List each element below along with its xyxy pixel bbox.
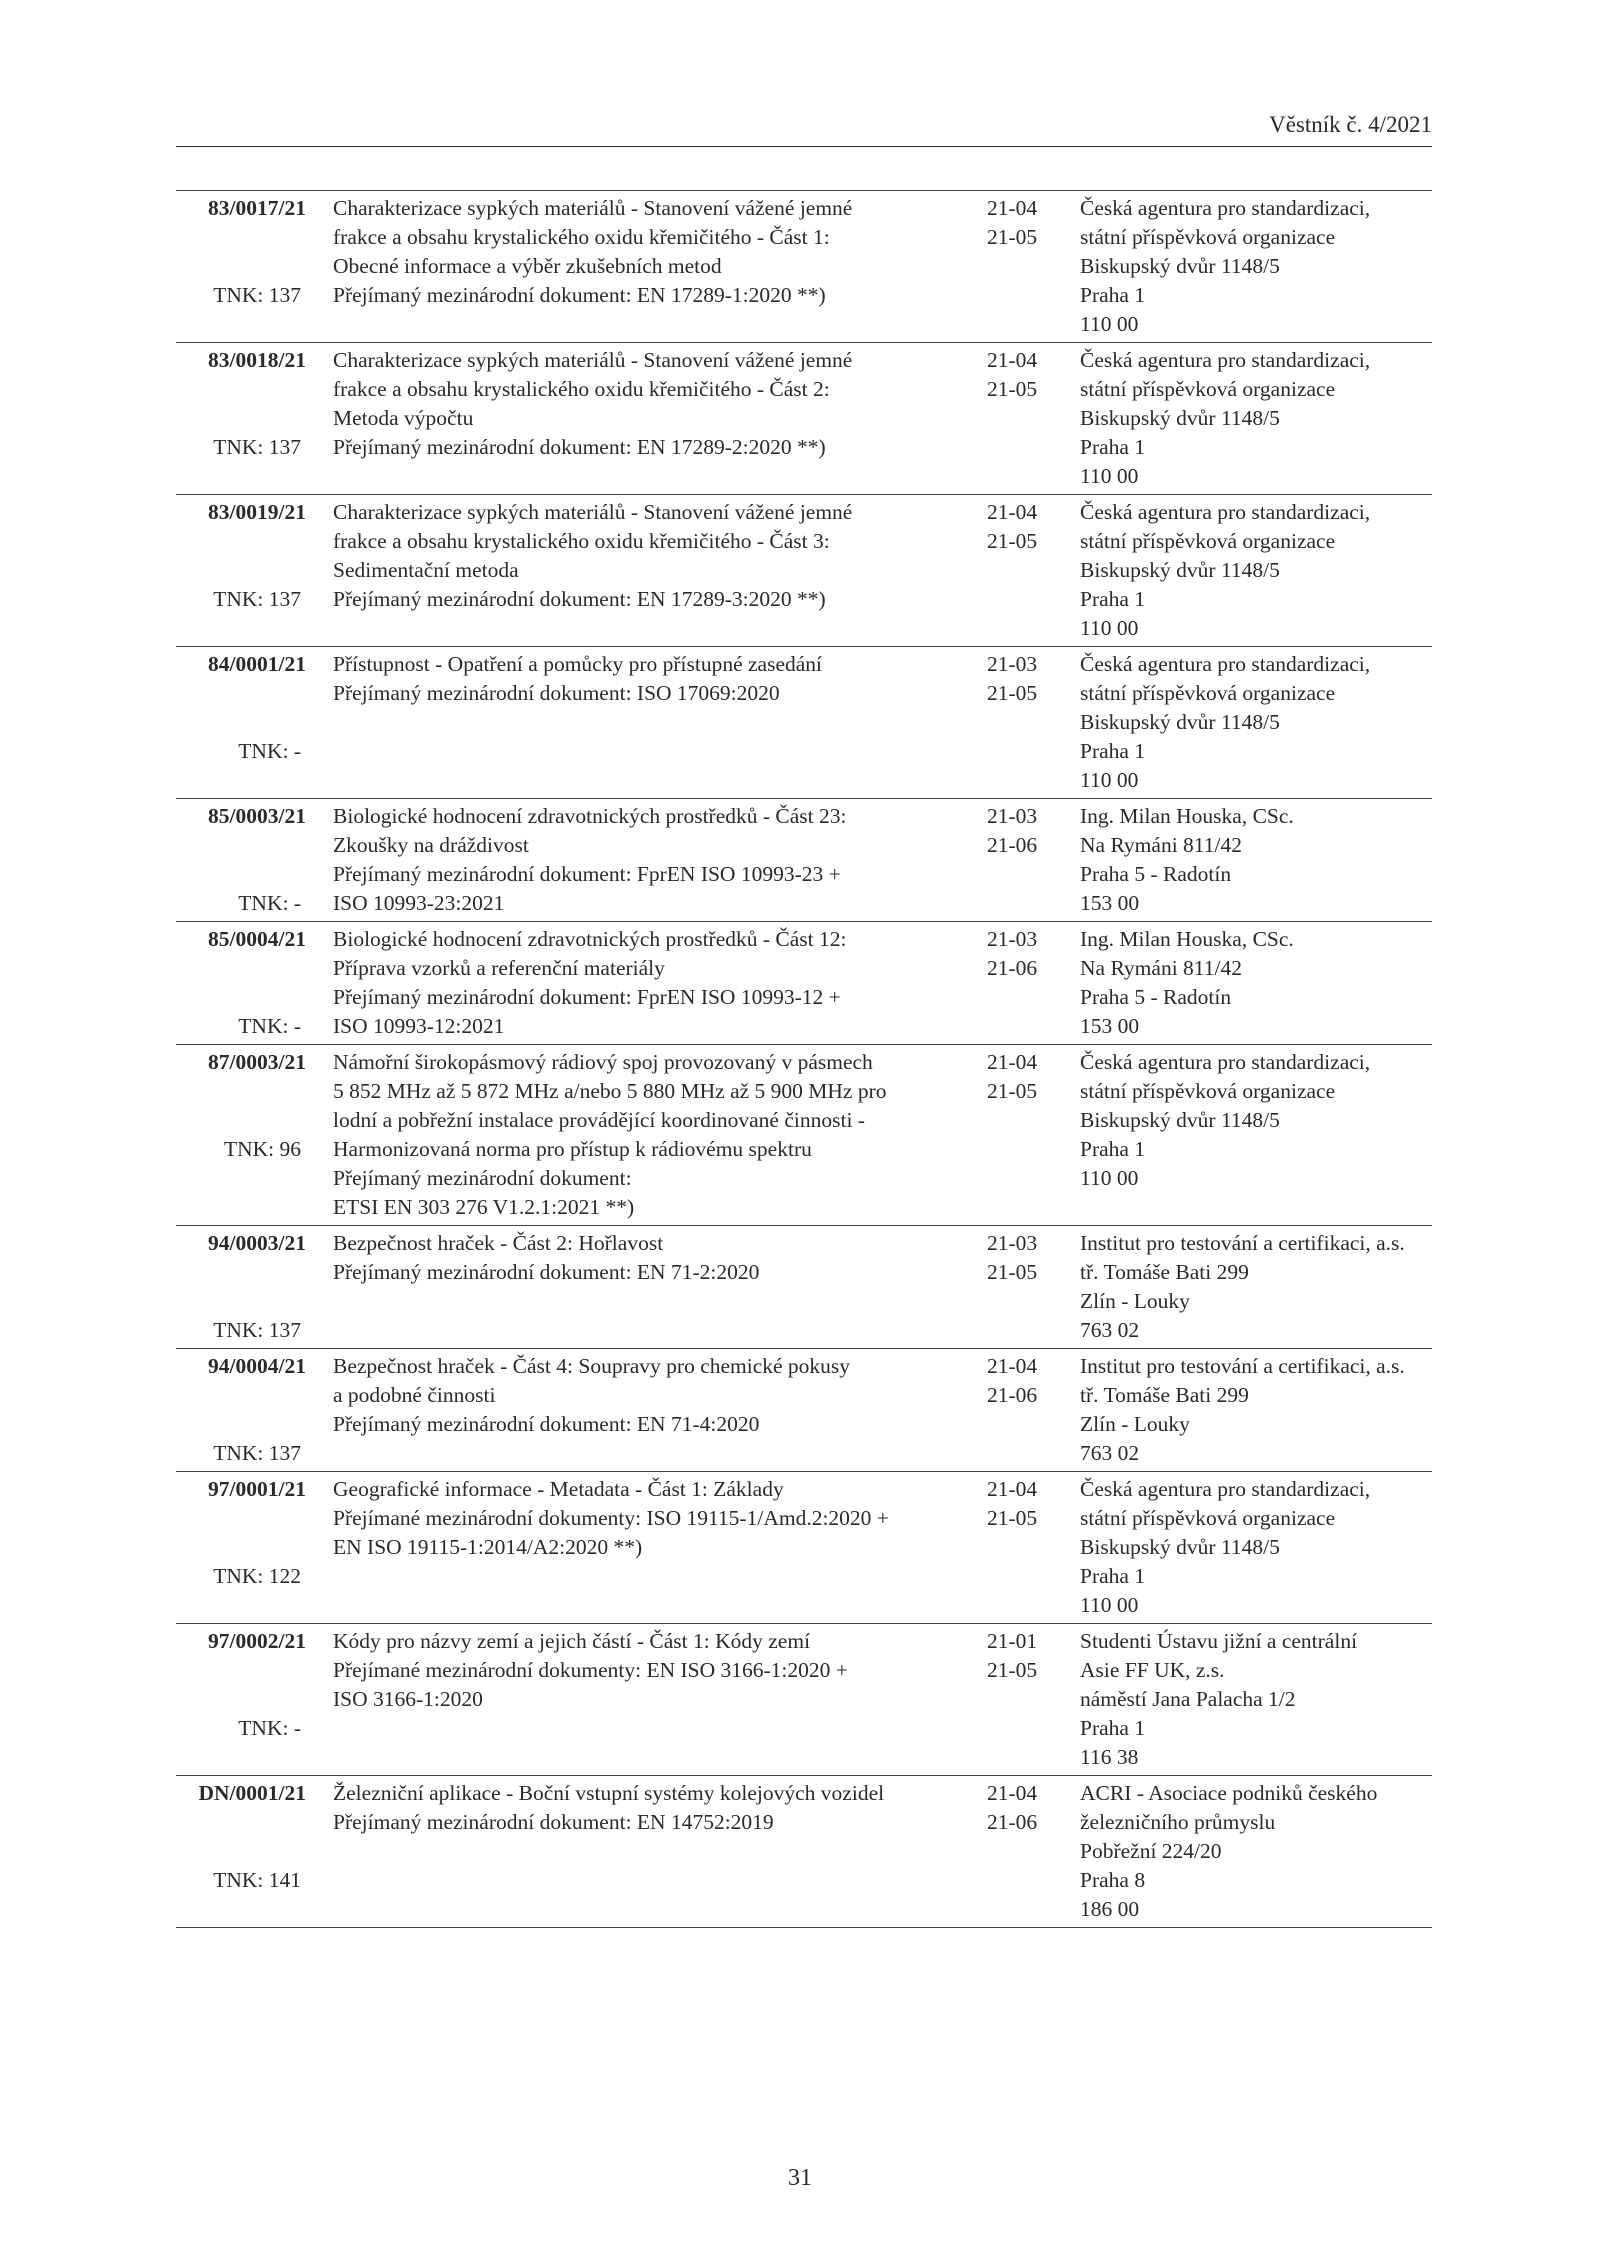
processor-address [1080, 1352, 1440, 1468]
title-line: Přejímaný mezinárodní dokument: EN 71-4:2020 [333, 1412, 760, 1436]
address-line: Praha 1 [1080, 1716, 1146, 1740]
table-row [176, 1623, 1432, 1775]
address-line: Biskupský dvůr 1148/5 [1080, 710, 1280, 734]
title-line: Přejímaný mezinárodní dokument: EN 17289-2:2020 **) [333, 435, 826, 459]
address-line: Praha 8 [1080, 1868, 1146, 1892]
title-line: a podobné činnosti [333, 1383, 496, 1407]
dates [987, 1475, 1047, 1533]
table-row [176, 1775, 1432, 1928]
title-line: Přejímané mezinárodní dokumenty: ISO 19115-1/Amd.2:2020 + [333, 1506, 889, 1530]
table-row [176, 342, 1432, 494]
title-line: Přejímaný mezinárodní dokument: FprEN ISO 10993-12 + [333, 985, 841, 1009]
title-line: Přístupnost - Opatření a pomůcky pro přístupné zasedání [333, 652, 823, 676]
title-line: Přejímaný mezinárodní dokument: ISO 17069:2020 [333, 681, 780, 705]
date-code: 21-04 [987, 1050, 1038, 1074]
address-line: 186 00 [1080, 1897, 1140, 1921]
address-line: 110 00 [1080, 1593, 1139, 1617]
dates [987, 194, 1047, 252]
address-line: Pobřežní 224/20 [1080, 1839, 1222, 1863]
tnk-code: TNK: 137 [213, 1318, 301, 1342]
date-code: 21-05 [987, 1260, 1038, 1284]
date-code: 21-06 [987, 1383, 1038, 1407]
date-code: 21-05 [987, 225, 1038, 249]
document-title [333, 802, 953, 918]
title-line: Přejímané mezinárodní dokumenty: EN ISO 3166-1:2020 + [333, 1658, 848, 1682]
tnk-code: TNK: 141 [213, 1868, 301, 1892]
title-line: 5 852 MHz až 5 872 MHz a/nebo 5 880 MHz až 5 900 MHz pro [333, 1079, 887, 1103]
address-line: státní příspěvková organizace [1080, 1079, 1336, 1103]
date-code: 21-06 [987, 833, 1038, 857]
dates [987, 925, 1047, 983]
address-line: státní příspěvková organizace [1080, 1506, 1336, 1530]
address-line: náměstí Jana Palacha 1/2 [1080, 1687, 1296, 1711]
document-title [333, 498, 953, 614]
document-title [333, 346, 953, 462]
title-line: frakce a obsahu krystalického oxidu křemičitého - Část 3: [333, 529, 830, 553]
date-code: 21-03 [987, 927, 1038, 951]
address-line: 110 00 [1080, 616, 1139, 640]
date-code: 21-03 [987, 804, 1038, 828]
address-line: Biskupský dvůr 1148/5 [1080, 1108, 1280, 1132]
tnk-code: TNK: - [238, 1716, 301, 1740]
document-title [333, 650, 953, 708]
title-line: Geografické informace - Metadata - Část 1: Základy [333, 1477, 784, 1501]
address-line: Česká agentura pro standardizaci, [1080, 1050, 1371, 1074]
address-line: Česká agentura pro standardizaci, [1080, 348, 1371, 372]
title-line: Bezpečnost hraček - Část 4: Soupravy pro chemické pokusy [333, 1354, 851, 1378]
document-title [333, 1627, 953, 1714]
table-row [176, 921, 1432, 1044]
title-line: ETSI EN 303 276 V1.2.1:2021 **) [333, 1195, 635, 1219]
date-code: 21-04 [987, 1354, 1038, 1378]
table-row [176, 1225, 1432, 1348]
address-line: Studenti Ústavu jižní a centrální [1080, 1629, 1358, 1653]
title-line: lodní a pobřežní instalace provádějící koordinované činnosti - [333, 1108, 865, 1132]
norms-table [176, 190, 1432, 1928]
address-line: 110 00 [1080, 464, 1139, 488]
date-code: 21-04 [987, 1781, 1038, 1805]
dates [987, 650, 1047, 708]
address-line: Zlín - Louky [1080, 1289, 1190, 1313]
tnk-code: TNK: 137 [213, 283, 301, 307]
date-code: 21-03 [987, 1231, 1038, 1255]
address-line: 153 00 [1080, 891, 1140, 915]
tnk-code: TNK: 137 [213, 587, 301, 611]
title-line: ISO 3166-1:2020 [333, 1687, 483, 1711]
date-code: 21-04 [987, 196, 1038, 220]
processor-address [1080, 1229, 1440, 1345]
tnk-code: TNK: 137 [213, 1441, 301, 1465]
title-line: Příprava vzorků a referenční materiály [333, 956, 665, 980]
processor-address [1080, 1779, 1440, 1924]
date-code: 21-06 [987, 1810, 1038, 1834]
address-line: státní příspěvková organizace [1080, 529, 1336, 553]
title-line: Obecné informace a výběr zkušebních metod [333, 254, 722, 278]
address-line: Zlín - Louky [1080, 1412, 1190, 1436]
dates [987, 498, 1047, 556]
address-line: Praha 1 [1080, 435, 1146, 459]
date-code: 21-06 [987, 956, 1038, 980]
dates [987, 1627, 1047, 1685]
address-line: Biskupský dvůr 1148/5 [1080, 1535, 1280, 1559]
table-row [176, 1471, 1432, 1623]
title-line: Přejímaný mezinárodní dokument: [333, 1166, 632, 1190]
address-line: státní příspěvková organizace [1080, 225, 1336, 249]
title-line: Sedimentační metoda [333, 558, 519, 582]
table-row [176, 494, 1432, 646]
title-line: Přejímaný mezinárodní dokument: EN 71-2:2020 [333, 1260, 760, 1284]
title-line: Přejímaný mezinárodní dokument: EN 17289-1:2020 **) [333, 283, 826, 307]
processor-address [1080, 498, 1440, 643]
address-line: Česká agentura pro standardizaci, [1080, 1477, 1371, 1501]
document-number: 97/0001/21 [208, 1477, 306, 1501]
title-line: Charakterizace sypkých materiálů - Stanovení vážené jemné [333, 500, 853, 524]
document-number: 94/0003/21 [208, 1231, 306, 1255]
address-line: 153 00 [1080, 1014, 1140, 1038]
address-line: ACRI - Asociace podniků českého [1080, 1781, 1378, 1805]
title-line: Biologické hodnocení zdravotnických prostředků - Část 12: [333, 927, 847, 951]
processor-address [1080, 925, 1440, 1041]
title-line: frakce a obsahu krystalického oxidu křemičitého - Část 2: [333, 377, 830, 401]
date-code: 21-03 [987, 652, 1038, 676]
table-row [176, 190, 1432, 342]
tnk-code: TNK: 96 [223, 1137, 301, 1161]
table-row [176, 646, 1432, 798]
tnk-code: TNK: - [238, 1014, 301, 1038]
address-line: Praha 1 [1080, 1564, 1146, 1588]
tnk-code: TNK: - [238, 739, 301, 763]
document-number: 83/0019/21 [208, 500, 306, 524]
processor-address [1080, 346, 1440, 491]
document-number: 87/0003/21 [208, 1050, 306, 1074]
journal-title: Věstník č. 4/2021 [1269, 112, 1432, 137]
table-row [176, 1044, 1432, 1225]
table-row [176, 798, 1432, 921]
date-code: 21-04 [987, 1477, 1038, 1501]
date-code: 21-05 [987, 1079, 1038, 1103]
title-line: Metoda výpočtu [333, 406, 474, 430]
date-code: 21-05 [987, 1506, 1038, 1530]
title-line: Charakterizace sypkých materiálů - Stanovení vážené jemné [333, 196, 853, 220]
document-number: 84/0001/21 [208, 652, 306, 676]
date-code: 21-05 [987, 1658, 1038, 1682]
tnk-code: TNK: 122 [213, 1564, 301, 1588]
processor-address [1080, 1627, 1440, 1772]
address-line: státní příspěvková organizace [1080, 681, 1336, 705]
document-title [333, 194, 953, 310]
address-line: Biskupský dvůr 1148/5 [1080, 558, 1280, 582]
address-line: 110 00 [1080, 768, 1139, 792]
document-title [333, 925, 953, 1041]
tnk-code: TNK: 137 [213, 435, 301, 459]
date-code: 21-04 [987, 348, 1038, 372]
title-line: Zkoušky na dráždivost [333, 833, 529, 857]
address-line: Praha 1 [1080, 587, 1146, 611]
document-number: 85/0003/21 [208, 804, 306, 828]
dates [987, 346, 1047, 404]
address-line: Praha 1 [1080, 739, 1146, 763]
document-title [333, 1779, 953, 1837]
title-line: Železniční aplikace - Boční vstupní systémy kolejových vozidel [333, 1781, 885, 1805]
document-title [333, 1229, 953, 1287]
address-line: Biskupský dvůr 1148/5 [1080, 406, 1280, 430]
address-line: Ing. Milan Houska, CSc. [1080, 804, 1294, 828]
document-title [333, 1048, 953, 1222]
document-number: 83/0017/21 [208, 196, 306, 220]
title-line: Námořní širokopásmový rádiový spoj provozovaný v pásmech [333, 1050, 873, 1074]
address-line: Praha 5 - Radotín [1080, 862, 1232, 886]
title-line: Přejímaný mezinárodní dokument: EN 17289-3:2020 **) [333, 587, 826, 611]
address-line: 763 02 [1080, 1441, 1140, 1465]
document-number: 94/0004/21 [208, 1354, 306, 1378]
document-title [333, 1352, 953, 1439]
document-number: 85/0004/21 [208, 927, 306, 951]
title-line: Biologické hodnocení zdravotnických prostředků - Část 23: [333, 804, 847, 828]
date-code: 21-05 [987, 529, 1038, 553]
address-line: Česká agentura pro standardizaci, [1080, 196, 1371, 220]
title-line: Charakterizace sypkých materiálů - Stanovení vážené jemné [333, 348, 853, 372]
document-number: DN/0001/21 [198, 1781, 306, 1805]
address-line: Na Rymáni 811/42 [1080, 833, 1242, 857]
address-line: Na Rymáni 811/42 [1080, 956, 1242, 980]
address-line: 116 38 [1080, 1745, 1139, 1769]
address-line: Ing. Milan Houska, CSc. [1080, 927, 1294, 951]
title-line: EN ISO 19115-1:2014/A2:2020 **) [333, 1535, 643, 1559]
dates [987, 1352, 1047, 1410]
title-line: Přejímaný mezinárodní dokument: FprEN ISO 10993-23 + [333, 862, 841, 886]
date-code: 21-05 [987, 377, 1038, 401]
dates [987, 802, 1047, 860]
processor-address [1080, 1475, 1440, 1620]
address-line: Praha 1 [1080, 283, 1146, 307]
page-header [176, 112, 1432, 147]
document-title [333, 1475, 953, 1562]
processor-address [1080, 194, 1440, 339]
table-row [176, 1348, 1432, 1471]
address-line: Česká agentura pro standardizaci, [1080, 652, 1371, 676]
dates [987, 1229, 1047, 1287]
address-line: Biskupský dvůr 1148/5 [1080, 254, 1280, 278]
processor-address [1080, 802, 1440, 918]
address-line: tř. Tomáše Bati 299 [1080, 1383, 1249, 1407]
address-line: Česká agentura pro standardizaci, [1080, 500, 1371, 524]
address-line: železničního průmyslu [1080, 1810, 1276, 1834]
address-line: 763 02 [1080, 1318, 1140, 1342]
address-line: tř. Tomáše Bati 299 [1080, 1260, 1249, 1284]
date-code: 21-04 [987, 500, 1038, 524]
address-line: Institut pro testování a certifikaci, a.s. [1080, 1354, 1405, 1378]
tnk-code: TNK: - [238, 891, 301, 915]
address-line: Institut pro testování a certifikaci, a.s. [1080, 1231, 1405, 1255]
address-line: státní příspěvková organizace [1080, 377, 1336, 401]
title-line: ISO 10993-12:2021 [333, 1014, 505, 1038]
date-code: 21-01 [987, 1629, 1038, 1653]
address-line: 110 00 [1080, 312, 1139, 336]
title-line: ISO 10993-23:2021 [333, 891, 505, 915]
address-line: Praha 5 - Radotín [1080, 985, 1232, 1009]
page-number: 31 [788, 2165, 812, 2191]
address-line: Praha 1 [1080, 1137, 1146, 1161]
processor-address [1080, 650, 1440, 795]
dates [987, 1048, 1047, 1106]
document-number: 97/0002/21 [208, 1629, 306, 1653]
date-code: 21-05 [987, 681, 1038, 705]
document-number: 83/0018/21 [208, 348, 306, 372]
title-line: Harmonizovaná norma pro přístup k rádiovému spektru [333, 1137, 812, 1161]
title-line: Přejímaný mezinárodní dokument: EN 14752:2019 [333, 1810, 774, 1834]
title-line: frakce a obsahu krystalického oxidu křemičitého - Část 1: [333, 225, 830, 249]
processor-address [1080, 1048, 1440, 1193]
dates [987, 1779, 1047, 1837]
title-line: Bezpečnost hraček - Část 2: Hořlavost [333, 1231, 664, 1255]
address-line: Asie FF UK, z.s. [1080, 1658, 1225, 1682]
address-line: 110 00 [1080, 1166, 1139, 1190]
title-line: Kódy pro názvy zemí a jejich částí - Část 1: Kódy zemí [333, 1629, 811, 1653]
